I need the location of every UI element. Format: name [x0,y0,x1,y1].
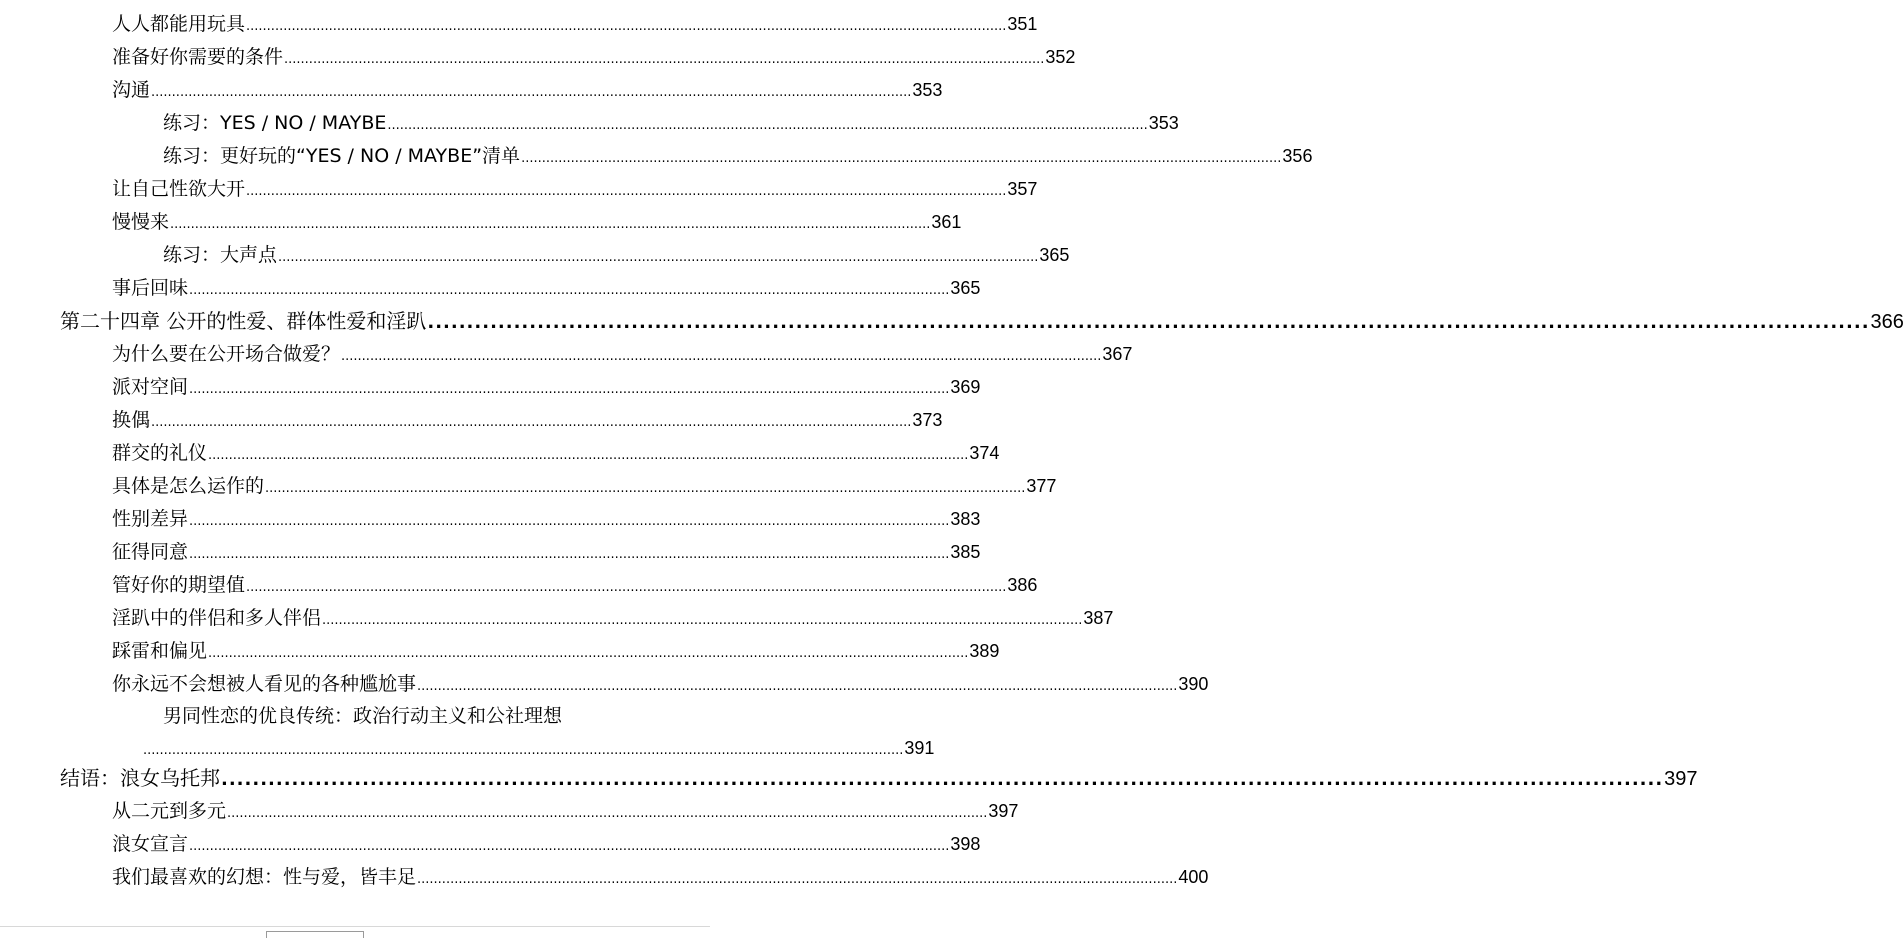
toc-entry-title: 练习：YES / NO / MAYBE [163,112,387,134]
toc-page-number: 390 [1178,674,1209,694]
toc-entry[interactable] [112,569,1038,602]
toc-page-number: 389 [969,641,1000,661]
toc-page-number: 397 [1664,768,1698,790]
toc-page-number: 387 [1083,608,1114,628]
toc-entry[interactable] [112,404,943,437]
toc-entry[interactable] [112,635,1000,668]
dot-leader: ........................................................................................................................................................................................ [208,646,969,661]
toc-page-number: 365 [950,278,981,298]
toc-entry-title: 踩雷和偏见 [112,640,208,662]
toc-entry-continuation [142,732,935,762]
toc-page-number: 352 [1045,47,1076,67]
dot-leader: ........................................................................................................................................................................................ [246,580,1007,595]
toc-entry[interactable] [112,470,1057,503]
dot-leader: ........................................................................................................................................................................................ [417,679,1178,694]
toc-chapter-entry[interactable] [60,762,1698,795]
toc-subentry[interactable] [163,107,1179,140]
dot-leader: ........................................................................................................................................................................................ [151,85,912,100]
dot-leader: ........................................................................................................................................................................................ [189,382,950,397]
toc-entry-title: 淫趴中的伴侣和多人伴侣 [112,607,322,629]
toc-page-number: 357 [1007,179,1038,199]
toc-entry[interactable] [112,828,981,861]
toc-page-number: 351 [1007,14,1038,34]
toc-page-number: 353 [1148,113,1179,133]
toc-entry[interactable] [112,338,1133,371]
toc-page-number: 353 [912,80,943,100]
toc-entry-title: 从二元到多元 [112,800,227,822]
toc-page-number: 356 [1282,146,1313,166]
dot-leader: ........................................................................................................................................................................................ [189,547,950,562]
dot-leader: ........................................................................................................................................................................................ [189,514,950,529]
toc-entry-title: 派对空间 [112,376,189,398]
toc-entry-title: 换偶 [112,409,151,431]
toc-entry[interactable] [112,668,1209,701]
toc-page-number: 391 [904,738,935,758]
dot-leader: ........................................................................................................................................................................................ [189,283,950,298]
dot-leader: ........................................................................................................................................................................................ [143,743,904,758]
toc-page-number: 361 [931,212,962,232]
dot-leader: ........................................................................................................................................................................................ [278,250,1039,265]
toc-page-number: 377 [1026,476,1057,496]
dot-leader: ........................................................................................................................................................................................ [221,769,1664,790]
dot-leader: ........................................................................................................................................................................................ [246,184,1007,199]
toc-entry[interactable] [112,536,981,569]
toc-entry-title: 练习：大声点 [163,244,278,266]
toc-entry[interactable] [112,371,981,404]
toc-page-number: 367 [1102,344,1133,364]
toc-entry[interactable] [112,272,981,305]
toc-entry[interactable] [112,173,1038,206]
toc-subentry[interactable] [163,140,1313,173]
table-of-contents [0,8,1904,894]
toc-page-number: 398 [950,834,981,854]
dot-leader: ........................................................................................................................................................................................ [322,613,1083,628]
toc-page-number: 373 [912,410,943,430]
dot-leader: ........................................................................................................................................................................................ [387,118,1148,133]
dot-leader: ........................................................................................................................................................................................ [151,415,912,430]
toc-subentry-wrapped[interactable] [0,701,935,762]
toc-entry-title: 人人都能用玩具 [112,13,246,35]
toc-page-number: 385 [950,542,981,562]
toc-page-number: 366 [1870,311,1904,333]
toc-page-number: 365 [1039,245,1070,265]
toc-entry-title: 浪女宣言 [112,833,189,855]
toc-entry-title: 为什么要在公开场合做爱？ [112,343,341,365]
page-bottom-divider [0,926,710,927]
toc-page-number: 369 [950,377,981,397]
toc-page-number: 400 [1178,867,1209,887]
toc-entry[interactable] [112,602,1114,635]
toc-entry-title: 我们最喜欢的幻想：性与爱，皆丰足 [112,866,417,888]
toc-entry[interactable] [112,8,1038,41]
toc-chapter-entry[interactable] [60,305,1904,338]
toc-entry-title: 沟通 [112,79,151,101]
toc-entry[interactable] [112,74,943,107]
toc-chapter-title: 第二十四章 公开的性爱、群体性爱和淫趴 [60,309,427,333]
toc-entry[interactable] [112,41,1076,74]
dot-leader: ........................................................................................................................................................................................ [170,217,931,232]
dot-leader: ........................................................................................................................................................................................ [427,312,1870,333]
dot-leader: ........................................................................................................................................................................................ [521,151,1282,166]
toc-chapter-title: 结语：浪女乌托邦 [60,766,220,790]
dot-leader: ........................................................................................................................................................................................ [227,806,988,821]
toc-page-number: 397 [988,801,1019,821]
toc-entry-title: 慢慢来 [112,211,170,233]
toc-entry-title: 群交的礼仪 [112,442,208,464]
dot-leader: ........................................................................................................................................................................................ [284,52,1045,67]
toc-entry-title: 男同性恋的优良传统：政治行动主义和公社理想 [163,705,563,727]
dot-leader: ........................................................................................................................................................................................ [189,839,950,854]
toc-entry[interactable] [112,206,962,239]
dot-leader: ........................................................................................................................................................................................ [341,349,1102,364]
next-page-edge [266,931,364,938]
toc-entry[interactable] [112,861,1209,894]
dot-leader: ........................................................................................................................................................................................ [246,19,1007,34]
dot-leader: ........................................................................................................................................................................................ [208,448,969,463]
toc-entry-title: 事后回味 [112,277,189,299]
toc-entry-title: 性别差异 [112,508,189,530]
toc-page-number: 386 [1007,575,1038,595]
toc-entry[interactable] [112,795,1019,828]
toc-entry-title: 你永远不会想被人看见的各种尴尬事 [112,673,417,695]
toc-entry-title: 准备好你需要的条件 [112,46,284,68]
toc-entry[interactable] [112,503,981,536]
toc-subentry[interactable] [163,239,1070,272]
toc-page-number: 383 [950,509,981,529]
toc-entry-title: 管好你的期望值 [112,574,246,596]
dot-leader: ........................................................................................................................................................................................ [265,481,1026,496]
toc-entry-title: 征得同意 [112,541,189,563]
toc-page-number: 374 [969,443,1000,463]
toc-entry-title: 具体是怎么运作的 [112,475,265,497]
toc-entry-title: 让自己性欲大开 [112,178,246,200]
toc-entry-title: 练习：更好玩的“YES / NO / MAYBE”清单 [163,145,521,167]
dot-leader: ........................................................................................................................................................................................ [417,872,1178,887]
toc-entry[interactable] [112,437,1000,470]
